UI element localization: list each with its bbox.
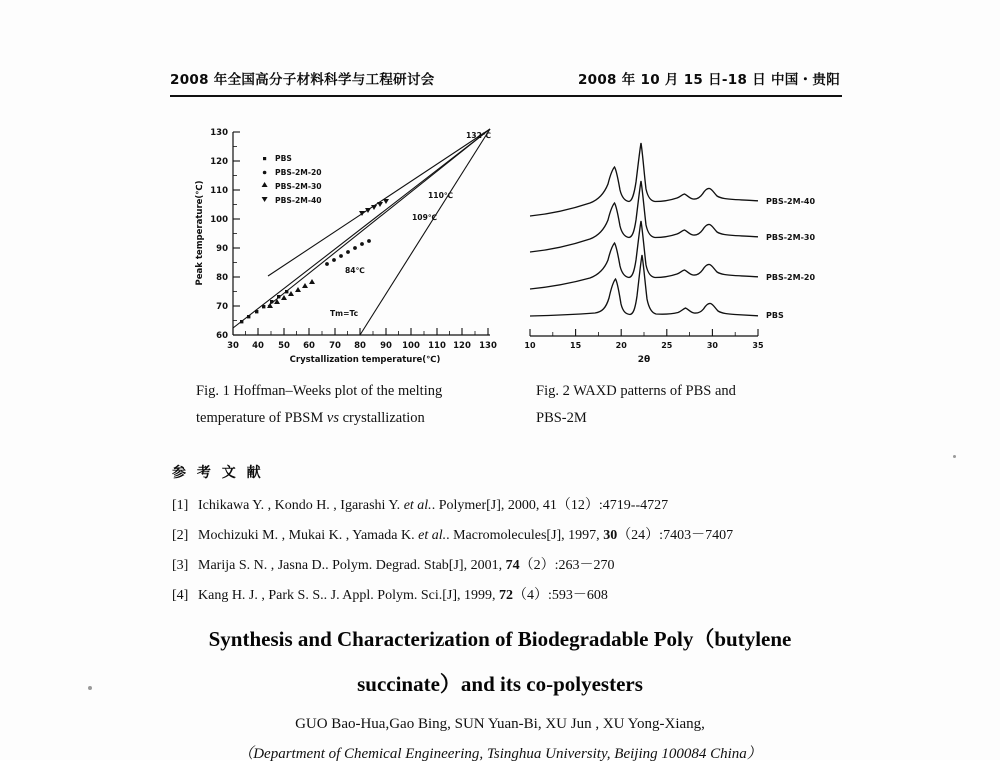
reference-authors: Mochizuki M. , Mukai K. , Yamada K. bbox=[198, 528, 419, 543]
fig1-legend-label-0: PBS bbox=[275, 154, 292, 163]
reference-pages: （24）:7403－7407 bbox=[617, 528, 734, 543]
svg-text:15: 15 bbox=[570, 341, 582, 350]
fig2-trace-labels bbox=[766, 197, 815, 320]
fig1-x-axis-title: Crystallization temperature(℃) bbox=[289, 355, 441, 365]
fig1-legend-label-3: PBS-2M-40 bbox=[275, 196, 322, 205]
svg-text:30: 30 bbox=[706, 341, 718, 350]
svg-text:80: 80 bbox=[354, 341, 366, 351]
svg-text:70: 70 bbox=[329, 341, 341, 351]
reference-volume: 74 bbox=[505, 558, 520, 573]
paper-affiliation: （Department of Chemical Engineering, Tsinghua University, Beijing 100084 China） bbox=[238, 746, 762, 762]
svg-text:10: 10 bbox=[524, 341, 536, 350]
figure-1-caption-line1: Fig. 1 Hoffman–Weeks plot of the melting bbox=[196, 383, 443, 399]
svg-text:60: 60 bbox=[216, 331, 228, 341]
reference-etal: et al. bbox=[403, 498, 432, 513]
page-header bbox=[170, 68, 840, 88]
paper-title-line-2: succinate）and its co-polyesters bbox=[357, 672, 643, 696]
paper-title-line-1: Synthesis and Characterization of Biodegradable Poly（butylene bbox=[208, 627, 792, 651]
fig1-fitline-pbs-2m-20 bbox=[268, 129, 490, 306]
reference-item bbox=[172, 551, 872, 581]
reference-item bbox=[172, 521, 872, 551]
figure-1-caption-line2-b: crystallization bbox=[338, 410, 425, 426]
svg-text:20: 20 bbox=[615, 341, 627, 350]
fig1-annotation-84: 84℃ bbox=[345, 266, 365, 275]
figure-1-caption-vs: vs bbox=[326, 410, 339, 426]
fig1-legend-label-2: PBS-2M-30 bbox=[275, 182, 322, 191]
fig2-label-pbs-2m-20: PBS-2M-20 bbox=[766, 273, 816, 282]
reference-pages: （4）:593－608 bbox=[513, 588, 608, 603]
svg-text:110: 110 bbox=[428, 341, 446, 351]
svg-text:80: 80 bbox=[216, 273, 228, 283]
figure-2-caption-line2: PBS-2M bbox=[536, 410, 587, 426]
svg-text:130: 130 bbox=[210, 128, 228, 138]
reference-source: . Macromolecules[J], 1997, bbox=[446, 528, 604, 543]
fig1-legend-marker-pbs-2m-30 bbox=[262, 182, 268, 187]
svg-text:130: 130 bbox=[479, 341, 497, 351]
fig2-trace-pbs bbox=[530, 255, 758, 316]
reference-number: [2] bbox=[172, 528, 189, 543]
svg-text:30: 30 bbox=[227, 341, 239, 351]
svg-text:35: 35 bbox=[752, 341, 764, 350]
svg-text:25: 25 bbox=[661, 341, 673, 350]
svg-text:120: 120 bbox=[453, 341, 471, 351]
fig1-annotation-tm-tc: Tm=Tc bbox=[330, 309, 359, 318]
fig2-label-pbs: PBS bbox=[766, 311, 784, 320]
svg-text:100: 100 bbox=[402, 341, 420, 351]
reference-number: [1] bbox=[172, 498, 189, 513]
reference-source: . Polymer[J], 2000, 41 bbox=[431, 498, 557, 513]
reference-volume: 72 bbox=[499, 588, 514, 603]
reference-number: [4] bbox=[172, 588, 189, 603]
figures-row bbox=[0, 112, 1000, 365]
reference-number: [3] bbox=[172, 558, 189, 573]
fig1-y-tick-labels bbox=[210, 128, 228, 341]
fig1-legend-label-1: PBS-2M-20 bbox=[275, 168, 322, 177]
svg-text:50: 50 bbox=[278, 341, 290, 351]
figure-1-caption-line2 bbox=[196, 405, 508, 432]
fig1-annotation-110: 110℃ bbox=[428, 191, 454, 200]
reference-item bbox=[172, 491, 872, 521]
fig1-annotation-109: 109℃ bbox=[412, 213, 438, 222]
reference-authors: Kang H. J. , Park S. S.. J. Appl. Polym. Sci.[J], 1999, bbox=[198, 588, 500, 603]
svg-text:90: 90 bbox=[380, 341, 392, 351]
svg-text:120: 120 bbox=[210, 157, 228, 167]
reference-authors: Ichikawa Y. , Kondo H. , Igarashi Y. bbox=[198, 498, 404, 513]
scan-artifact-speck bbox=[88, 686, 92, 690]
fig2-label-pbs-2m-30: PBS-2M-30 bbox=[766, 233, 816, 242]
fig1-series-pbs-2m-20-points bbox=[325, 239, 371, 266]
reference-pages: （2）:263－270 bbox=[519, 558, 615, 573]
header-date-location: 2008 年 10 月 15 日-18 日 中国・贵阳 bbox=[577, 72, 840, 88]
reference-volume: 30 bbox=[603, 528, 618, 543]
fig2-label-pbs-2m-40: PBS-2M-40 bbox=[766, 197, 816, 206]
references-heading: 参 考 文 献 bbox=[172, 465, 264, 481]
fig1-annotations bbox=[330, 131, 491, 318]
figure-2-caption-line1: Fig. 2 WAXD patterns of PBS and bbox=[536, 383, 736, 399]
fig2-x-tick-labels bbox=[524, 341, 764, 350]
fig2-x-axis-title: 2θ bbox=[637, 355, 651, 364]
reference-authors: Marija S. N. , Jasna D.. Polym. Degrad. Stab[J], 2001, bbox=[198, 558, 506, 573]
svg-text:90: 90 bbox=[216, 244, 228, 254]
figure-1-caption-line2-a: temperature of PBSM bbox=[196, 410, 327, 426]
fig1-legend bbox=[262, 154, 322, 205]
reference-item bbox=[172, 581, 872, 611]
figure-1-caption bbox=[196, 378, 508, 432]
fig1-legend-marker-pbs-2m-20 bbox=[263, 171, 267, 175]
figure-1-hoffman-weeks-chart bbox=[190, 120, 500, 365]
fig1-fitline-pbs bbox=[233, 129, 490, 328]
svg-text:40: 40 bbox=[252, 341, 264, 351]
reference-pages: （12）:4719--4727 bbox=[556, 498, 669, 513]
figure-2-waxd-chart bbox=[520, 124, 855, 364]
svg-text:100: 100 bbox=[210, 215, 228, 225]
svg-text:110: 110 bbox=[210, 186, 228, 196]
fig1-legend-marker-pbs bbox=[263, 157, 266, 160]
fig1-tm-equals-tc-line bbox=[360, 129, 490, 335]
figure-2-caption bbox=[536, 378, 836, 432]
header-divider-rule bbox=[170, 95, 842, 97]
fig2-svg bbox=[520, 124, 855, 364]
fig1-legend-marker-pbs-2m-40 bbox=[262, 197, 268, 202]
svg-text:70: 70 bbox=[216, 302, 228, 312]
fig1-annotation-132: 132℃ bbox=[466, 131, 492, 140]
reference-etal: et al. bbox=[418, 528, 447, 543]
fig1-svg bbox=[190, 120, 500, 365]
header-conference-title: 2008 年全国高分子材料科学与工程研讨会 bbox=[170, 72, 435, 88]
paper-authors: GUO Bao-Hua,Gao Bing, SUN Yuan-Bi, XU Jun , XU Yong-Xiang, bbox=[295, 716, 705, 732]
fig1-y-axis-title: Peak temperature(℃) bbox=[195, 180, 205, 286]
fig2-trace-pbs-2m-20 bbox=[530, 221, 758, 289]
references-section bbox=[172, 462, 872, 611]
scan-artifact-speck bbox=[953, 455, 956, 458]
fig1-y-minor-ticks bbox=[233, 147, 237, 321]
svg-text:60: 60 bbox=[303, 341, 315, 351]
fig1-x-tick-labels bbox=[227, 341, 497, 351]
